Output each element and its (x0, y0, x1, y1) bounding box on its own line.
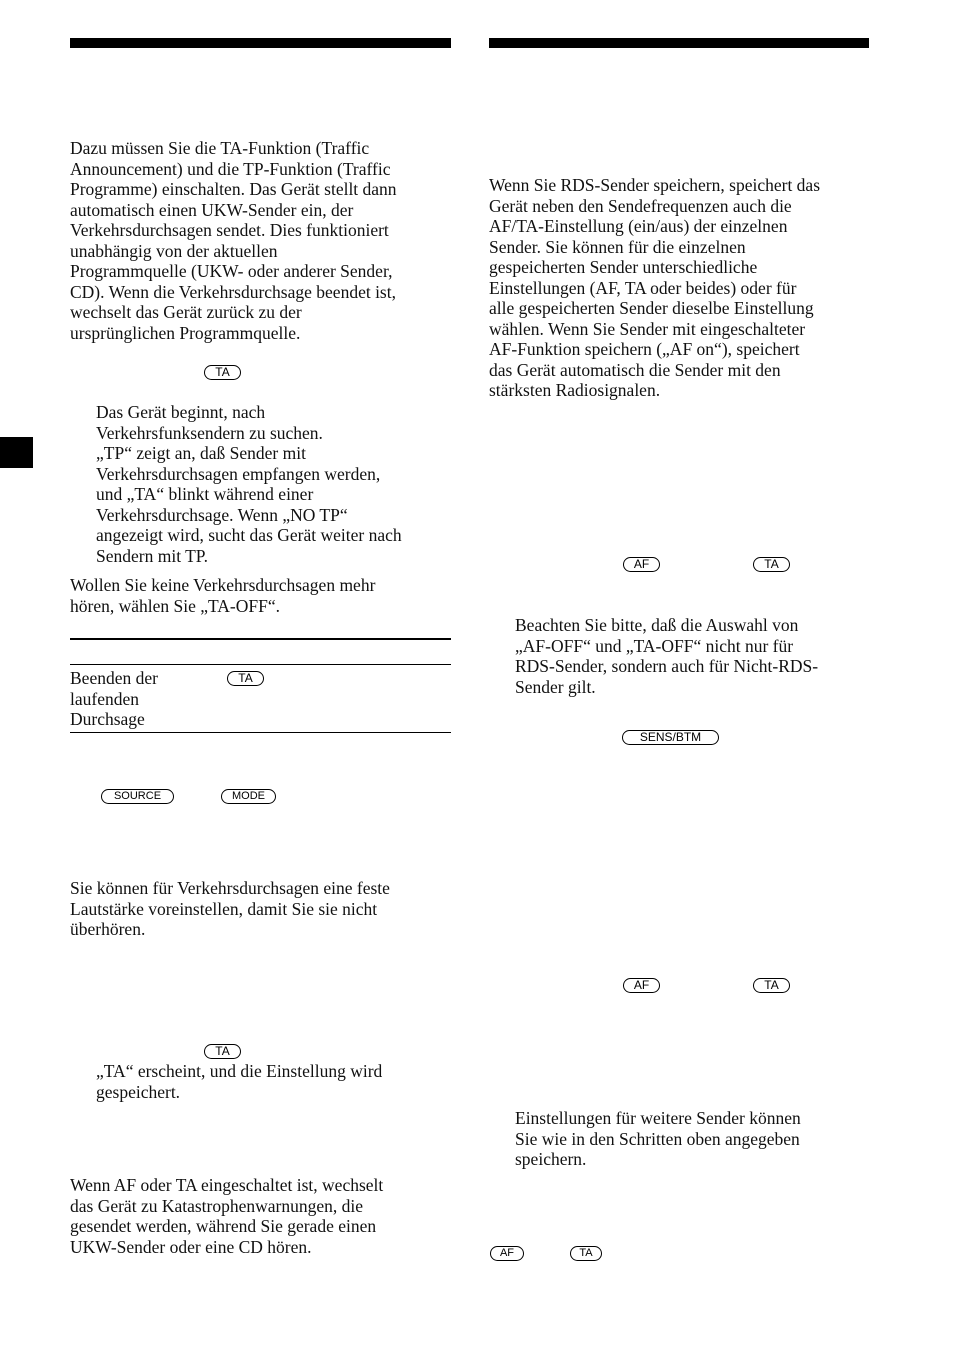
bottom-af-button-label: AF (490, 1246, 524, 1261)
table-ta-button-label: TA (227, 671, 264, 686)
right-further-paragraph: Einstellungen für weitere Sender können Sie wie in den Schritten oben angegeben speichern. (515, 1108, 801, 1169)
right-note-paragraph: Beachten Sie bitte, daß die Auswahl von „AF-OFF“ und „TA-OFF“ nicht nur für RDS-Sender, sondern auch für Nicht-RDS- Sender gilt. (515, 615, 819, 697)
table-header-rule (70, 664, 451, 665)
right-af-button-label-2: AF (623, 978, 660, 993)
right-af-button-label-1: AF (623, 557, 660, 572)
table-top-rule (70, 638, 451, 640)
right-ta-button-label-2: TA (753, 978, 790, 993)
left-volume-intro: Sie können für Verkehrsdurchsagen eine feste Lautstärke voreinstellen, damit Sie sie nicht überhören. (70, 878, 390, 939)
left-header-rule (70, 38, 451, 48)
mode-button-label: MODE (221, 789, 276, 804)
left-volume-result: „TA“ erscheint, und die Einstellung wird gespeichert. (96, 1061, 383, 1102)
bottom-ta-button-label: TA (570, 1246, 602, 1261)
left-step-result: Das Gerät beginnt, nach Verkehrsfunksendern zu suchen. „TP“ zeigt an, daß Sender mit Verkehrsdurchsagen empfangen werden, und „TA“ blinkt während einer Verkehrsdurchsage. Wenn „NO TP“ angezeigt wird, sucht das Gerät weiter nach Sendern mit TP. (96, 402, 402, 566)
volume-ta-button-label: TA (204, 1044, 241, 1059)
sens-btm-button-label: SENS/BTM (622, 730, 719, 745)
left-ta-off-paragraph: Wollen Sie keine Verkehrsdurchsagen mehr hören, wählen Sie „TA-OFF“. (70, 575, 376, 616)
left-intro-paragraph: Dazu müssen Sie die TA-Funktion (Traffic Announcement) und die TP-Funktion (Traffic Programme) einschalten. Das Gerät stellt dann automatisch einen UKW-Sender ein, der Verkehrsdurchsagen sendet. Dies funktioniert unabhängig von der aktuellen Programmquelle (UKW- oder anderer Sender, CD). Wenn die Verkehrsdurchsage beendet ist, wechselt das Gerät zurück zu der ursprünglichen Programmquelle. (70, 138, 397, 343)
table-bottom-rule (70, 732, 451, 733)
ta-button-label: TA (204, 365, 241, 380)
source-button-label: SOURCE (101, 789, 174, 804)
left-emergency-paragraph: Wenn AF oder TA eingeschaltet ist, wechselt das Gerät zu Katastrophenwarnungen, die gesendet werden, während Sie gerade einen UKW-Sender oder eine CD hören. (70, 1175, 384, 1257)
page-tab-marker (0, 437, 33, 468)
right-ta-button-label-1: TA (753, 557, 790, 572)
right-intro-paragraph: Wenn Sie RDS-Sender speichern, speichert das Gerät neben den Sendefrequenzen auch die AF/TA-Einstellung (ein/aus) der einzelnen Sender. Sie können für die einzelnen gespeicherten Sender unterschiedliche Einstellungen (AF, TA oder beides) oder für alle gespeicherten Sender dieselbe Einstellung wählen. Wenn Sie Sender mit eingeschalteter AF-Funktion speichern („AF on“), speichert das Gerät automatisch die Sender mit den stärksten Radiosignalen. (489, 175, 821, 400)
right-header-rule (489, 38, 869, 48)
table-row-label: Beenden der laufenden Durchsage (70, 668, 158, 729)
